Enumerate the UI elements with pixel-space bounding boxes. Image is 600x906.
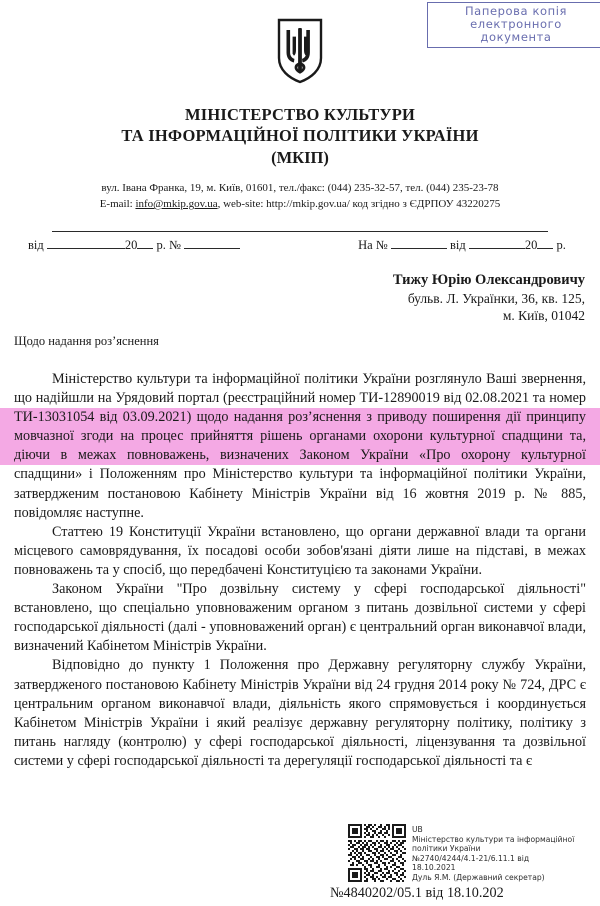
outgoing-year-label: 20 xyxy=(124,238,138,252)
document-body xyxy=(14,370,586,771)
signature-org-line-2: політики України xyxy=(412,844,481,854)
outgoing-date-field[interactable] xyxy=(47,237,125,249)
edrpou-code: код згідно з ЄДРПОУ 43220275 xyxy=(349,198,501,210)
contact-details-line xyxy=(0,196,600,212)
body-paragraph-4: Відповідно до пункту 1 Положення про Державну регуляторну службу України, затвердженого постановою Кабінету Міністрів України від 24 грудня 2014 року № 724, ДРС є центральним органом виконавчої влади, діяльність якого спрямовується і координується Кабінетом Міністрів України і який реалізує державну регуляторну політику, політику з питань нагляду (контролю) у сфері господарської діяльності, ліцензування та дозвільної системи у сфері господарської діяльності та дерегуляції господарської діяльності та є xyxy=(14,657,586,769)
incoming-year-label: 20 xyxy=(524,238,538,252)
bottom-number-date: 18.10.202 xyxy=(446,885,504,901)
paragraph-1-tail: межах повноважень, визначених Законом України «Про охорону культурної спадщини» і Положенням про Міністерство культури та інформаційної політики України, затвердженим постановою Кабінету Міністрів України від 16 жовтня 2019 р. № 885, повідомляє наступне. xyxy=(14,447,586,521)
organization-line-1: МІНІСТЕРСТВО КУЛЬТУРИ xyxy=(184,105,416,124)
email-label: E-mail: xyxy=(99,198,136,210)
signature-signer: Дуль Я.М. (Державний секретар) xyxy=(412,872,545,882)
incoming-year-suffix: р. xyxy=(556,238,566,252)
paragraph-1-highlighted-text: ТИ-12890019 від 02.08.2021 та номер ТИ-13031054 від 03.09.2021) щодо надання роз’яснення з приводу поширення дії принципу мовчазної згоди на процес прийняття рішень органами охорони культурної спадщини та, діючи в xyxy=(14,390,587,464)
incoming-date-label: від xyxy=(449,238,466,252)
signature-stamp-text xyxy=(412,824,574,883)
bottom-number-prefix: № xyxy=(330,885,344,901)
incoming-date-field[interactable] xyxy=(469,237,525,249)
addressee-city: м. Київ, 01042 xyxy=(502,308,585,323)
subject-line: Щодо надання роз’яснення xyxy=(14,334,159,348)
signature-org-line-1: Міністерство культури та інформаційної xyxy=(412,834,575,844)
ukraine-trident-coat-of-arms-icon xyxy=(0,18,600,89)
body-paragraph-3: Законом України "Про дозвільну систему у сфері господарської діяльності" встановлено, що спеціально уповноваженим органом з питань дозвільної системи у сфері господарської діяльності (далі - уповноважений орган) є центральний орган виконавчої влади, визначений Кабінетом Міністрів України. xyxy=(14,581,586,655)
addressee-name: Тижу Юрію Олександровичу xyxy=(392,272,585,288)
signature-ub-label: UB xyxy=(412,825,423,834)
signature-doc-date: 18.10.2021 xyxy=(412,863,456,873)
incoming-number-field[interactable] xyxy=(391,237,447,249)
organization-abbreviation: (МКІП) xyxy=(271,148,329,167)
contact-block xyxy=(0,180,600,212)
bottom-number-from-label: від xyxy=(425,885,444,901)
outgoing-year-field[interactable] xyxy=(137,237,153,249)
signature-doc-number: №2740/4244/4.1-21/6.11.1 від xyxy=(412,853,530,863)
qr-code-icon xyxy=(348,824,406,882)
outgoing-number-field[interactable] xyxy=(184,237,240,249)
addressee-street: бульв. Л. Українки, 36, кв. 125, xyxy=(407,291,585,306)
organization-line-2: ТА ІНФОРМАЦІЙНОЇ ПОЛІТИКИ УКРАЇНИ xyxy=(121,126,479,145)
incoming-year-field[interactable] xyxy=(537,237,553,249)
postal-address-line: вул. Івана Франка, 19, м. Київ, 01601, тел./факс: (044) 235-32-57, тел. (044) 235-23-78 xyxy=(101,182,499,194)
outgoing-year-suffix: р. xyxy=(156,238,166,252)
paper-copy-stamp-line-1: Паперова копія xyxy=(464,4,568,18)
body-paragraph-2: Статтею 19 Конституції України встановлено, що органи державної влади та органи місцевого самоврядування, їх посадові особи зобов'язані діяти лише на підставі, в межах повноважень та у спосіб, що передбачені Конституцією та законами України. xyxy=(14,523,586,578)
letterhead xyxy=(0,104,600,169)
email-link[interactable]: info@mkip.gov.ua xyxy=(135,198,218,210)
bottom-registration-number xyxy=(330,884,504,902)
website-label: , web-site: xyxy=(217,198,267,210)
header-divider xyxy=(52,231,548,232)
paragraph-1-intro: Міністерство культури та інформаційної політики України розглянуло Ваші звернення, що надійшли на Урядовий портал (реєстраційний номер xyxy=(14,371,586,407)
reference-line xyxy=(28,237,574,253)
outgoing-number-label: № xyxy=(169,238,181,252)
outgoing-date-label: від xyxy=(28,238,44,252)
body-paragraph-1 xyxy=(14,370,586,523)
incoming-number-label: На № xyxy=(358,238,388,252)
digital-signature-stamp xyxy=(348,824,598,883)
paper-copy-stamp-line-2: електронного xyxy=(470,17,562,31)
paper-copy-stamp-line-3: документа xyxy=(480,30,552,44)
addressee-block xyxy=(310,271,585,324)
bottom-number-value: 4840202/05.1 xyxy=(343,885,422,901)
website-link[interactable]: http://mkip.gov.ua/ xyxy=(266,198,350,210)
